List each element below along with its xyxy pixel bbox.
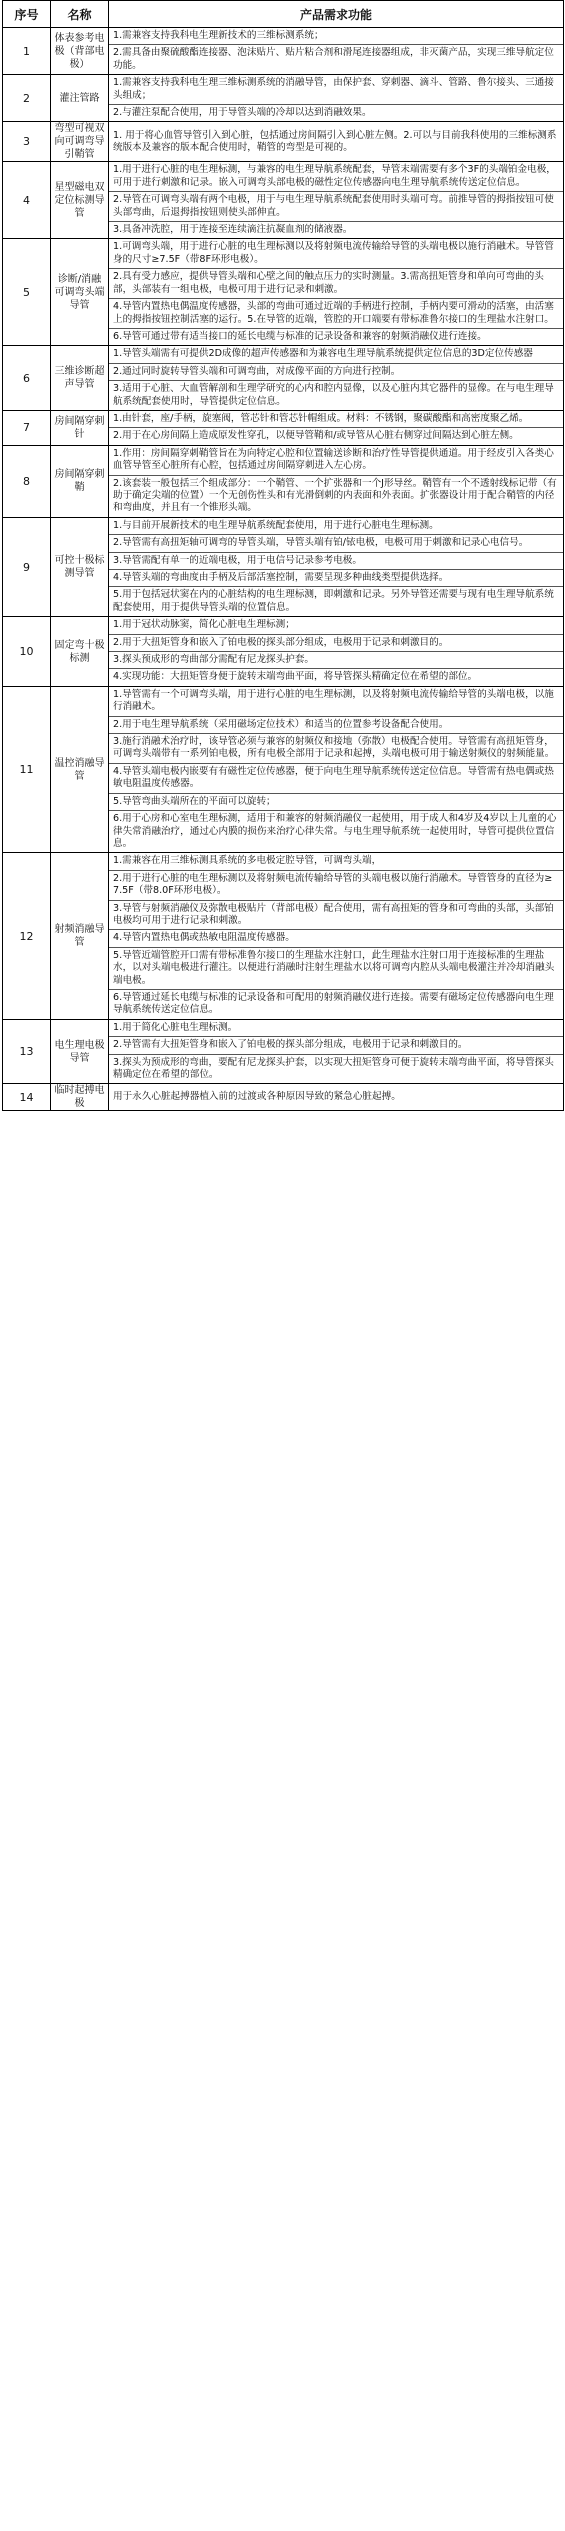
requirement-item: 2.导管在可调弯头端有两个电极，用于与电生理导航系统配套使用时头端可弯。前推导管的拇指按钮可使头部弯曲，后退拇指按钮则使头部伸直。 — [109, 192, 563, 222]
requirements-cell — [109, 239, 564, 346]
product-name: 温控消融导管 — [51, 686, 109, 852]
requirement-item: 5.导管近端管腔开口需有带标准鲁尔接口的生理盐水注射口，此生理盐水注射口用于连接标准的生理盐水，以对头端电极进行灌注。以便进行消融时注射生理盐水以将可调弯内腔从头端电极灌注并冷却消融头端电极。 — [109, 948, 563, 990]
requirements-cell — [109, 346, 564, 411]
requirements-cell — [109, 122, 564, 162]
requirement-item: 2.需具备由聚硫酸酯连接器、泡沫贴片、贴片粘合剂和滑尾连接器组成，非灭菌产品，实现三维导航定位功能。 — [113, 47, 554, 71]
requirement-item: 6.导管可通过带有适当接口的延长电缆与标准的记录设备和兼容的射频消融仪进行连接。 — [113, 330, 487, 342]
requirements-cell — [109, 1019, 564, 1084]
requirement-item: 1. 用于将心血管导管引入到心脏，包括通过房间隔引入到心脏左侧。2.可以与目前我科使用的三维标测系统版本及兼容的版本配合使用时，鞘管的弯型是可视的。 — [113, 129, 557, 153]
product-name: 固定弯十极标测 — [51, 617, 109, 687]
product-name: 诊断/消融可调弯头端导管 — [51, 239, 109, 346]
requirement-item: 5.用于包括冠状窦在内的心脏结构的电生理标测，即刺激和记录。另外导管还需要与现有电生理导航系统配套使用，用于提供导管头端的位置信息。 — [113, 589, 554, 613]
requirement-item: 1.用于简化心脏电生理标测。 — [109, 1020, 563, 1037]
requirement-item: 3.适用于心脏、大血管解剖和生理学研究的心内和腔内显像，以及心脏内其它器件的显像。在与电生理导航系统配套使用时，导管提供定位信息。 — [113, 383, 554, 407]
requirements-cell — [109, 410, 564, 445]
requirement-item: 1.可调弯头端，用于进行心脏的电生理标测以及将射频电流传输给导管的头端电极以施行消融术。导管管身的尺寸≥7.5F（带8F环形电极）。 — [109, 239, 563, 269]
requirement-item: 3.具备冲洗腔，用于连接至连续滴注抗凝血剂的储液器。 — [113, 224, 353, 236]
requirements-cell — [109, 162, 564, 239]
row-number: 2 — [3, 75, 51, 122]
requirements-document — [0, 0, 565, 1111]
table-row — [3, 122, 564, 162]
row-number: 4 — [3, 162, 51, 239]
table-row — [3, 1019, 564, 1084]
table-row — [3, 239, 564, 346]
product-name: 可控十极标测导管 — [51, 517, 109, 616]
requirements-table — [2, 0, 564, 1111]
table-row — [3, 517, 564, 616]
requirement-item: 2.具有受力感应，提供导管头端和心壁之间的触点压力的实时测量。3.需高扭矩管身和单向可弯曲的头部，头部装有一组电极，电极可用于进行记录和刺激。 — [109, 269, 563, 299]
requirement-item: 2.该套装一般包括三个组成部分：一个鞘管、一个扩张器和一个J形导丝。鞘管有一个不透射线标记带（有助于确定尖端的位置）一个无创伤性头和有光滑倒刺的内表面和外表面。扩张器设计用于配合鞘管的内径和弯曲度，并且有一个锥形头端。 — [113, 477, 557, 514]
table-body — [3, 28, 564, 1111]
requirement-item: 2.用于在心房间隔上造成原发性穿孔，以便导管鞘和/或导管从心脏右侧穿过间隔达到心脏左侧。 — [113, 430, 519, 442]
requirement-item: 用于永久心脏起搏器植入前的过渡或各种原因导致的紧急心脏起搏。 — [113, 1091, 401, 1103]
table-row — [3, 162, 564, 239]
requirement-item: 1.需兼容支持我科电生理新技术的三维标测系统； — [109, 28, 563, 45]
table-row — [3, 1084, 564, 1111]
requirement-item: 4.导管头端的弯曲度由手柄及后部活塞控制，需要呈现多种曲线类型提供选择。 — [109, 570, 563, 587]
requirement-item: 2.用于电生理导航系统（采用磁场定位技术）和适当的位置参考设备配合使用。 — [109, 717, 563, 734]
requirement-item: 1.需兼容在用三维标测具系统的多电极定腔导管，可调弯头端， — [109, 853, 563, 870]
requirement-item: 2.通过同时旋转导管头端和可调弯曲，对成像平面的方向进行控制。 — [109, 364, 563, 381]
requirement-item: 3.施行消融术治疗时，该导管必须与兼容的射频仪和接地（弥散）电极配合使用。导管需有高扭矩管身，可调弯头端带有一系列铂电极，所有电极全部用于记录和起搏，头端电极可用于输送射频仪的射频能量。 — [109, 734, 563, 764]
row-number: 10 — [3, 617, 51, 687]
row-number: 1 — [3, 28, 51, 75]
requirement-item: 3.探头预成形的弯曲部分需配有尼龙探头护套。 — [109, 652, 563, 669]
requirements-cell — [109, 445, 564, 517]
table-row — [3, 28, 564, 75]
row-number: 11 — [3, 686, 51, 852]
requirements-cell — [109, 28, 564, 75]
requirement-item: 6.导管通过延长电缆与标准的记录设备和可配用的射频消融仪进行连接。需要有磁场定位传感器向电生理导航系统传送定位信息。 — [113, 991, 554, 1016]
product-name: 弯型可视双向可调弯导引鞘管 — [51, 122, 109, 162]
table-row — [3, 410, 564, 445]
requirements-cell — [109, 1084, 564, 1111]
header-num: 序号 — [3, 1, 51, 28]
requirement-item: 4.导管内置热电偶或热敏电阻温度传感器。 — [109, 930, 563, 947]
requirement-item: 2.用于进行心脏的电生理标测以及将射频电流传输给导管的头端电极以施行消融术。导管管身的直径为≥7.5F（带8.0F环形电极）。 — [109, 871, 563, 901]
header-requirements: 产品需求功能 — [109, 1, 564, 28]
table-row — [3, 617, 564, 687]
product-name: 体表参考电极（背部电极） — [51, 28, 109, 75]
requirement-item: 1.用于冠状动脉窦，简化心脏电生理标测； — [109, 617, 563, 634]
row-number: 14 — [3, 1084, 51, 1111]
requirement-item: 5.导管弯曲头端所在的平面可以旋转； — [109, 794, 563, 811]
requirements-cell — [109, 617, 564, 687]
row-number: 12 — [3, 853, 51, 1019]
row-number: 3 — [3, 122, 51, 162]
product-name: 灌注管路 — [51, 75, 109, 122]
requirement-item: 1.导管头端需有可提供2D成像的超声传感器和为兼容电生理导航系统提供定位信息的3D定位传感器 — [109, 346, 563, 363]
requirements-cell — [109, 517, 564, 616]
requirements-cell — [109, 853, 564, 1019]
requirement-item: 4.导管内置热电偶温度传感器，头部的弯曲可通过近端的手柄进行控制，手柄内要可滑动的活塞，由活塞上的拇指按钮控制活塞的运行。5.在导管的近端，管腔的开口端要有带标准鲁尔接口的生理盐水注射口。 — [109, 299, 563, 329]
requirements-cell — [109, 686, 564, 852]
requirement-item: 3.探头为预成形的弯曲，要配有尼龙探头护套，以实现大扭矩管身可便于旋转末端弯曲平面，将导管探头精确定位在希望的部位。 — [113, 1056, 554, 1080]
product-name: 房间隔穿刺针 — [51, 410, 109, 445]
header-row — [3, 1, 564, 28]
requirement-item: 1.作用：房间隔穿刺鞘管旨在为向特定心腔和位置输送诊断和治疗性导管提供通道。用于经皮引入各类心血管导管至心脏所有心腔，包括通过房间隔穿刺进入左心房。 — [109, 446, 563, 476]
row-number: 6 — [3, 346, 51, 411]
table-header — [3, 1, 564, 28]
product-name: 临时起搏电极 — [51, 1084, 109, 1111]
requirement-item: 4.实现功能：大扭矩管身便于旋转末端弯曲平面，将导管探头精确定位在希望的部位。 — [113, 671, 478, 683]
requirement-item: 3.导管需配有单一的近端电极，用于电信号记录参考电极。 — [109, 553, 563, 570]
requirement-item: 1.由针套，座/手柄，旋塞阀，管芯针和管芯针帽组成。材料：不锈钢，聚碳酸酯和高密度聚乙烯。 — [109, 411, 563, 428]
table-row — [3, 75, 564, 122]
table-row — [3, 853, 564, 1019]
row-number: 7 — [3, 410, 51, 445]
requirement-item: 2.导管需有大扭矩管身和嵌入了铂电极的探头部分组成，电极用于记录和刺激目的。 — [109, 1037, 563, 1054]
requirement-item: 4.导管头端电极内嵌要有有磁性定位传感器，便于向电生理导航系统传送定位信息。导管需有热电偶或热敏电阻温度传感器。 — [109, 764, 563, 794]
requirement-item: 1.导管需有一个可调弯头端，用于进行心脏的电生理标测，以及将射频电流传输给导管的头端电极，以施行消融术。 — [109, 687, 563, 717]
product-name: 电生理电极导管 — [51, 1019, 109, 1084]
header-name: 名称 — [51, 1, 109, 28]
table-row — [3, 346, 564, 411]
requirement-item: 2.用于大扭矩管身和嵌入了铂电极的探头部分组成，电极用于记录和刺激目的。 — [109, 635, 563, 652]
requirement-item: 3.导管与射频消融仪及弥散电极贴片（背部电极）配合使用，需有高扭矩的管身和可弯曲的头部，头部铂电极均可用于进行记录和刺激。 — [109, 901, 563, 931]
requirement-item: 2.与灌注泵配合使用，用于导管头端的冷却以达到消融效果。 — [113, 107, 372, 119]
requirement-item: 1.用于进行心脏的电生理标测，与兼容的电生理导航系统配套，导管末端需要有多个3F的头端铂金电极，可用于进行刺激和记录。嵌入可调弯头部电极的磁性定位传感器向电生理导航系统传送定位信息。 — [109, 162, 563, 192]
table-row — [3, 445, 564, 517]
row-number: 5 — [3, 239, 51, 346]
row-number: 8 — [3, 445, 51, 517]
requirement-item: 1.需兼容支持我科电生理三维标测系统的消融导管，由保护套、穿刺器、滴斗、管路、鲁尔接头、三通接头组成； — [109, 75, 563, 105]
product-name: 房间隔穿刺鞘 — [51, 445, 109, 517]
requirements-cell — [109, 75, 564, 122]
row-number: 13 — [3, 1019, 51, 1084]
product-name: 星型磁电双定位标测导管 — [51, 162, 109, 239]
requirement-item: 2.导管需有高扭矩轴可调弯的导管头端，导管头端有铂/铱电极，电极可用于刺激和记录心电信号。 — [109, 535, 563, 552]
requirement-item: 1.与目前开展新技术的电生理导航系统配套使用，用于进行心脏电生理标测。 — [109, 518, 563, 535]
product-name: 射频消融导管 — [51, 853, 109, 1019]
row-number: 9 — [3, 517, 51, 616]
requirement-item: 6.用于心房和心室电生理标测，适用于和兼容的射频消融仪一起使用，用于成人和4岁及4岁以上儿童的心律失常消融治疗，通过心内膜的损伤来治疗心律失常。与电生理导航系统一起使用时，导管可提供位置信息。 — [113, 813, 557, 849]
table-row — [3, 686, 564, 852]
product-name: 三维诊断超声导管 — [51, 346, 109, 411]
